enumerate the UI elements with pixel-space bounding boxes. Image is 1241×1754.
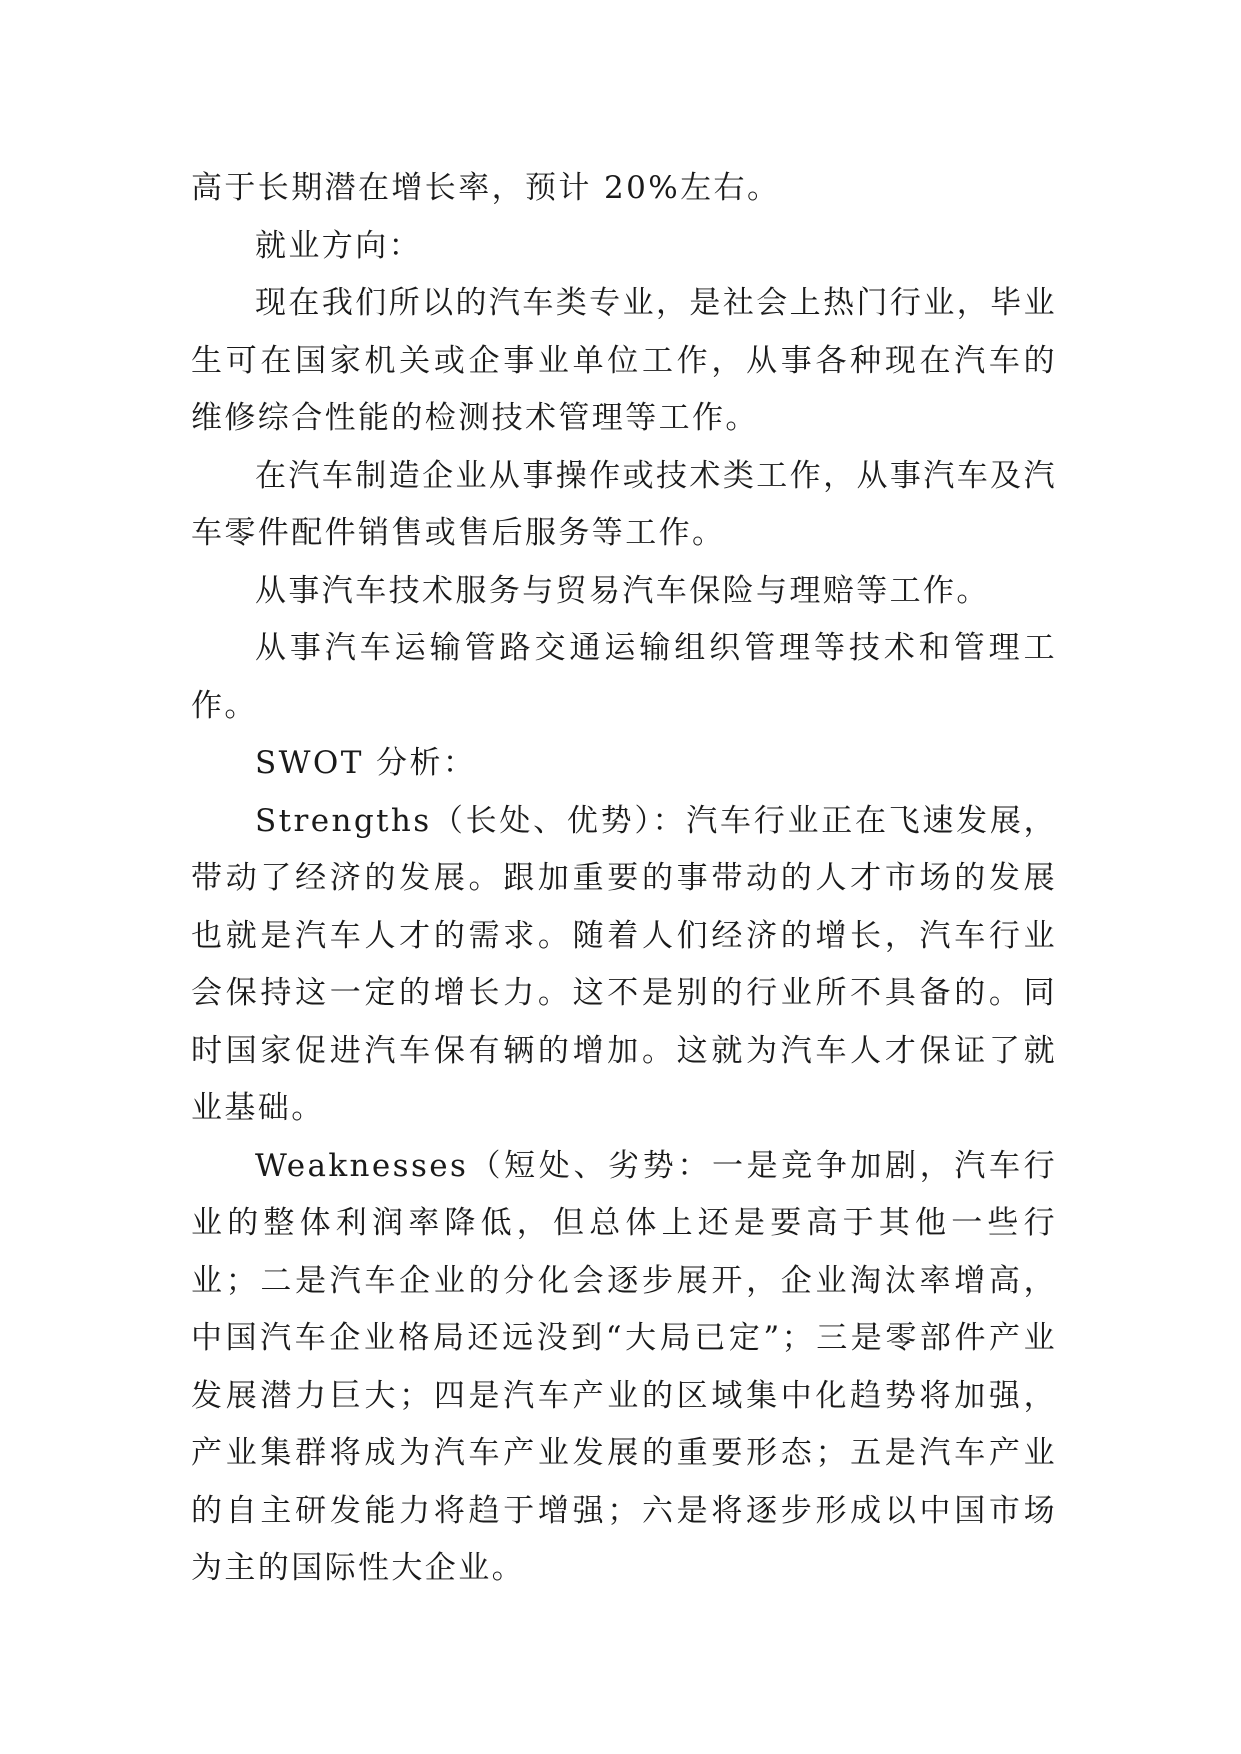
paragraph-continuation: 高于长期潜在增长率，预计 20%左右。	[191, 170, 781, 206]
heading-employment-direction: 就业方向：	[255, 227, 422, 264]
paragraph-strengths: Strengths（长处、优势）：汽车行业正在飞速发展，带动了经济的发展。跟加重要的事带动的人才市场的发展也就是汽车人才的需求。随着人们经济的增长，汽车行业会保持这一定的增长力。这不是别的行业所不具备的。同时国家促进汽车保有辆的增加。这就为汽车人才保证了就业基础。	[191, 802, 1057, 1126]
paragraph-transport-jobs: 从事汽车运输管路交通运输组织管理等技术和管理工作。	[191, 630, 1057, 724]
paragraph-service-trade-jobs: 从事汽车技术服务与贸易汽车保险与理赔等工作。	[255, 572, 990, 609]
heading-swot-analysis: SWOT 分析：	[255, 745, 477, 781]
paragraph-weaknesses: Weaknesses（短处、劣势：一是竞争加剧，汽车行业的整体利润率降低，但总体上还是要高于其他一些行业；二是汽车企业的分化会逐步展开，企业淘汰率增高，中国汽车企业格局还远没到“大局已定”；三是零部件产业发展潜力巨大；四是汽车产业的区域集中化趋势将加强，产业集群将成为汽车产业发展的重要形态；五是汽车产业的自主研发能力将趋于增强；六是将逐步形成以中国市场为主的国际性大企业。	[191, 1147, 1057, 1586]
paragraph-automotive-majors: 现在我们所以的汽车类专业，是社会上热门行业，毕业生可在国家机关或企事业单位工作，从事各种现在汽车的维修综合性能的检测技术管理等工作。	[191, 285, 1057, 436]
document-body	[191, 160, 1057, 1598]
paragraph-manufacturing-jobs: 在汽车制造企业从事操作或技术类工作，从事汽车及汽车零件配件销售或售后服务等工作。	[191, 457, 1057, 551]
